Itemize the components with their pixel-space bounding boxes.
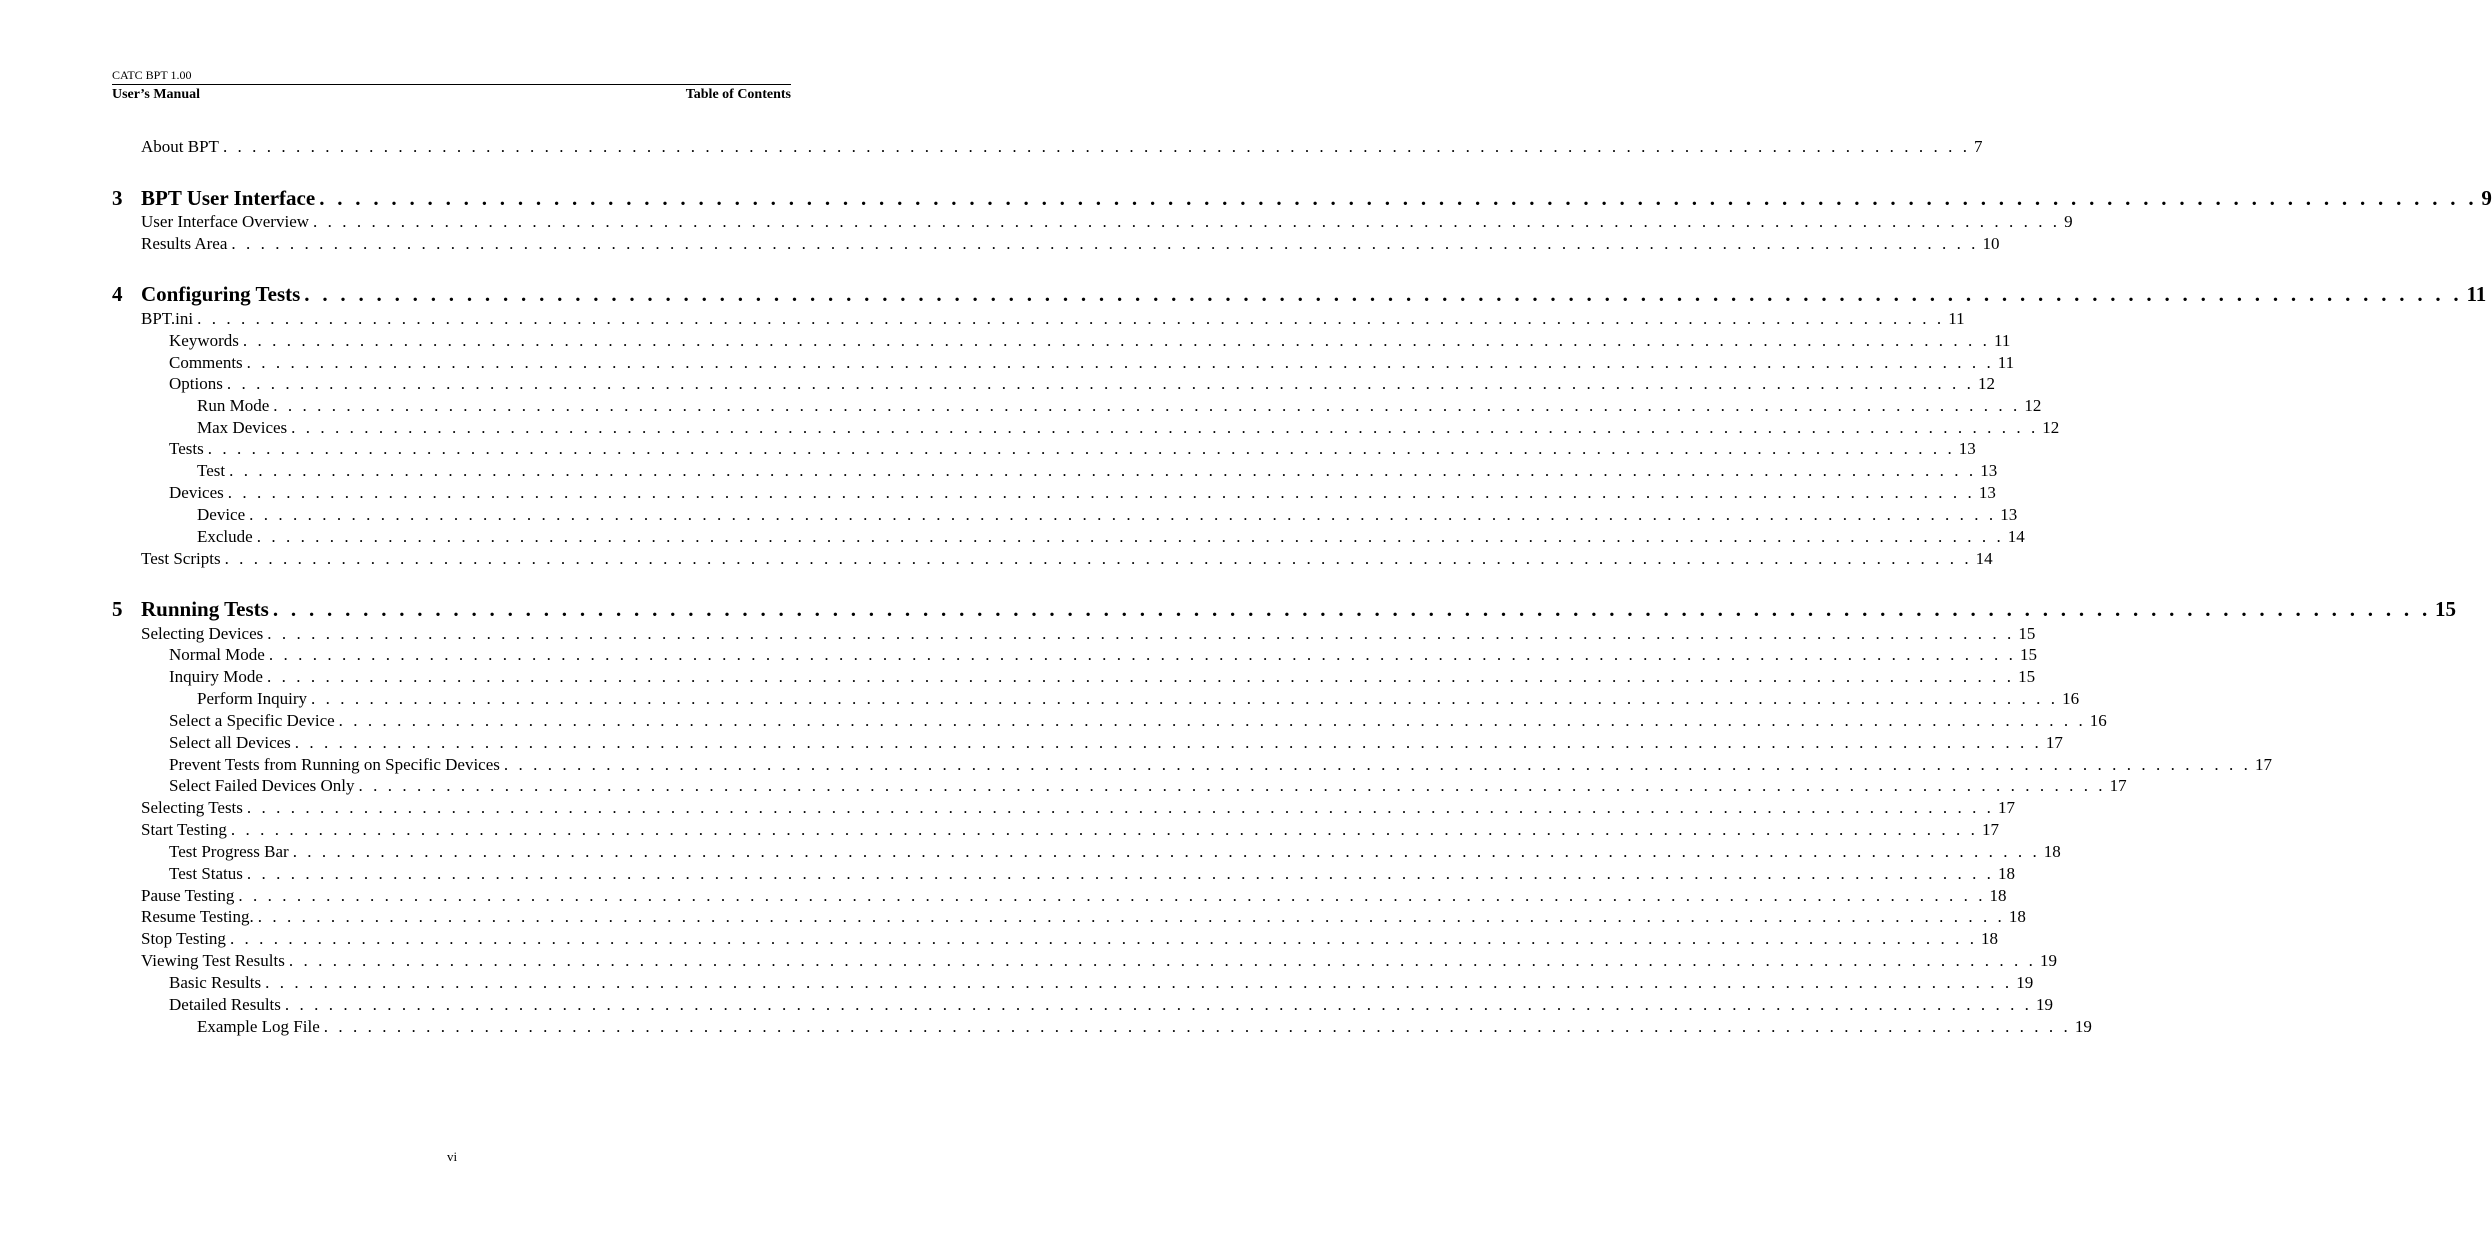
toc-entry-title: BPT User Interface — [141, 186, 316, 210]
toc-entry[interactable] — [197, 526, 2025, 548]
toc-entry-title: About BPT — [141, 137, 219, 156]
toc-entry-title: Select Failed Devices Only — [169, 776, 355, 795]
toc-chapter-number: 5 — [112, 597, 123, 621]
toc-entry-page: 15 — [2435, 597, 2456, 621]
toc-entry[interactable] — [141, 797, 2015, 819]
toc-entry-page: 9 — [2481, 186, 2492, 210]
dot-leader: . . . . . . . . . . . . . . . . . . . . . . . . . . . . . . . . . . . . . . . . . . . . . . . . . . . . . . . . . . . . . . . . . . . . . . . . . . . . . . . . . . . . . . . . . . . . . . . . . . . . . . . . . . . . . . . . . . . . . . . . — [291, 418, 2039, 437]
dot-leader: . . . . . . . . . . . . . . . . . . . . . . . . . . . . . . . . . . . . . . . . . . . . . . . . . . . . . . . . . . . . . . . . . . . . . . . . . . . . . . . . . . . . . . . . . . . . . . . . . . . . . . . . . . . . . . . . . . . . . . . . — [503, 755, 2251, 774]
toc-entry[interactable] — [197, 504, 2018, 526]
toc-entry[interactable] — [169, 438, 1976, 460]
toc-entry[interactable] — [169, 994, 2053, 1016]
toc-entry[interactable] — [169, 352, 2015, 374]
toc-entry-page: 18 — [1989, 886, 2007, 905]
toc-entry-page: 11 — [1948, 309, 1965, 328]
page-number: vi — [446, 1149, 458, 1164]
dot-leader: . . . . . . . . . . . . . . . . . . . . . . . . . . . . . . . . . . . . . . . . . . . . . . . . . . . . . . . . . . . . . . . . . . . . . . . . . . . . . . . . . . . . . . . . . . . . . . . . . . . . . . . . . . . . . . . . . . . . . . . . — [226, 374, 1974, 393]
dot-leader: . . . . . . . . . . . . . . . . . . . . . . . . . . . . . . . . . . . . . . . . . . . . . . . . . . . . . . . . . . . . . . . . . . . . . . . . . . . . . . . . . . . . . . . . . . . . . . . . . . . . . . . . . . . . . . . . . . . . . . . . — [246, 864, 1994, 883]
dot-leader: . . . . . . . . . . . . . . . . . . . . . . . . . . . . . . . . . . . . . . . . . . . . . . . . . . . . . . . . . . . . . . . . . . . . . . . . . . . . . . . . . . . . . . . . . . . . . . . . . . . . . . . . . . . . . . . . . . . . . . . . — [267, 624, 2015, 643]
toc-entry-page: 18 — [2043, 842, 2061, 861]
dot-leader: . . . . . . . . . . . . . . . . . . . . . . . . . . . . . . . . . . . . . . . . . . . . . . . . . . . . . . . . . . . . . . . . . . . . . . . . . . . . . . . . . . . . . . . . . . . . . . . . . . . . . . . . . . . . . . . . . . . . . . . . — [288, 951, 2036, 970]
toc-entry-page: 17 — [1998, 798, 2015, 817]
toc-entry-title: Test — [197, 461, 226, 480]
toc-entry[interactable] — [197, 395, 2042, 417]
toc-entry[interactable] — [169, 644, 2037, 666]
toc-entry-page: 15 — [2018, 667, 2036, 686]
toc-entry-title: Tests — [169, 439, 204, 458]
toc-entry-page: 18 — [1981, 929, 1999, 948]
toc-entry-page: 19 — [2074, 1017, 2092, 1036]
toc-entry-page: 14 — [1975, 549, 1993, 568]
dot-leader: . . . . . . . . . . . . . . . . . . . . . . . . . . . . . . . . . . . . . . . . . . . . . . . . . . . . . . . . . . . . . . . . . . . . . . . . . . . . . . . . . . . . . . . . . . . . . . . . . . . . . . . . . . . . . . . . . . . . . . . . — [319, 186, 2478, 210]
toc-entry[interactable] — [197, 1016, 2092, 1038]
toc-entry[interactable] — [169, 775, 2127, 797]
toc-entry-title: BPT.ini — [141, 309, 194, 328]
toc-chapter[interactable] — [112, 281, 2487, 307]
toc-entry-title: Exclude — [197, 527, 253, 546]
toc-entry-page: 16 — [2089, 711, 2107, 730]
toc-entry-title: Configuring Tests — [141, 282, 301, 306]
toc-entry[interactable] — [169, 373, 1995, 395]
dot-leader: . . . . . . . . . . . . . . . . . . . . . . . . . . . . . . . . . . . . . . . . . . . . . . . . . . . . . . . . . . . . . . . . . . . . . . . . . . . . . . . . . . . . . . . . . . . . . . . . . . . . . . . . . . . . . . . . . . . . . . . . — [227, 483, 1975, 502]
toc-entry[interactable] — [169, 710, 2107, 732]
dot-leader: . . . . . . . . . . . . . . . . . . . . . . . . . . . . . . . . . . . . . . . . . . . . . . . . . . . . . . . . . . . . . . . . . . . . . . . . . . . . . . . . . . . . . . . . . . . . . . . . . . . . . . . . . . . . . . . . . . . . . . . . — [229, 929, 1978, 948]
toc-entry[interactable] — [141, 308, 1965, 330]
toc-entry-title: Test Scripts — [141, 549, 221, 568]
dot-leader: . . . . . . . . . . . . . . . . . . . . . . . . . . . . . . . . . . . . . . . . . . . . . . . . . . . . . . . . . . . . . . . . . . . . . . . . . . . . . . . . . . . . . . . . . . . . . . . . . . . . . . . . . . . . . . . . . . . . . . . . — [197, 309, 1945, 328]
toc-entry-title: User Interface Overview — [141, 212, 310, 231]
toc-entry-title: Prevent Tests from Running on Specific Devices — [169, 755, 500, 774]
toc-entry[interactable] — [141, 233, 2000, 255]
toc-entry[interactable] — [169, 754, 2272, 776]
toc-chapter-number: 4 — [112, 282, 123, 306]
toc-entry-title: Resume Testing. — [141, 907, 254, 926]
toc-entry-page: 13 — [2000, 505, 2018, 524]
dot-leader: . . . . . . . . . . . . . . . . . . . . . . . . . . . . . . . . . . . . . . . . . . . . . . . . . . . . . . . . . . . . . . . . . . . . . . . . . . . . . . . . . . . . . . . . . . . . . . . . . . . . . . . . . . . . . . . . . . . . . . . . — [229, 461, 1977, 480]
toc-entry-title: Start Testing — [141, 820, 227, 839]
dot-leader: . . . . . . . . . . . . . . . . . . . . . . . . . . . . . . . . . . . . . . . . . . . . . . . . . . . . . . . . . . . . . . . . . . . . . . . . . . . . . . . . . . . . . . . . . . . . . . . . . . . . . . . . . . . . . . . . . . . . . . . . — [273, 396, 2021, 415]
toc-entry[interactable] — [141, 136, 1983, 158]
toc-entry-title: Device — [197, 505, 246, 524]
toc-entry-page: 11 — [2466, 282, 2487, 306]
toc-entry[interactable] — [169, 841, 2061, 863]
toc-entry-page: 11 — [1997, 353, 2015, 372]
toc-entry-title: Selecting Tests — [141, 798, 243, 817]
toc-entry[interactable] — [141, 928, 1999, 950]
toc-entry-page: 13 — [1958, 439, 1976, 458]
dot-leader: . . . . . . . . . . . . . . . . . . . . . . . . . . . . . . . . . . . . . . . . . . . . . . . . . . . . . . . . . . . . . . . . . . . . . . . . . . . . . . . . . . . . . . . . . . . . . . . . . . . . . . . . . . . . . . . . . . . . . . . . — [249, 505, 1997, 524]
dot-leader: . . . . . . . . . . . . . . . . . . . . . . . . . . . . . . . . . . . . . . . . . . . . . . . . . . . . . . . . . . . . . . . . . . . . . . . . . . . . . . . . . . . . . . . . . . . . . . . . . . . . . . . . . . . . . . . . . . . . . . . . — [257, 907, 2005, 926]
toc-entry[interactable] — [141, 548, 1993, 570]
toc-entry-page: 19 — [2039, 951, 2057, 970]
toc-entry-page: 10 — [1982, 234, 2000, 253]
toc-entry[interactable] — [141, 950, 2057, 972]
toc-entry-title: Comments — [169, 353, 243, 372]
toc-entry[interactable] — [141, 623, 2036, 645]
toc-entry-title: Pause Testing — [141, 886, 235, 905]
toc-chapter[interactable] — [112, 596, 2456, 622]
toc-entry[interactable] — [197, 417, 2060, 439]
dot-leader: . . . . . . . . . . . . . . . . . . . . . . . . . . . . . . . . . . . . . . . . . . . . . . . . . . . . . . . . . . . . . . . . . . . . . . . . . . . . . . . . . . . . . . . . . . . . . . . . . . . . . . . . . . . . . . . . . . . . . . . . — [338, 711, 2086, 730]
toc-entry-page: 15 — [2018, 624, 2036, 643]
dot-leader: . . . . . . . . . . . . . . . . . . . . . . . . . . . . . . . . . . . . . . . . . . . . . . . . . . . . . . . . . . . . . . . . . . . . . . . . . . . . . . . . . . . . . . . . . . . . . . . . . . . . . . . . . . . . . . . . . . . . . . . . — [292, 842, 2040, 861]
dot-leader: . . . . . . . . . . . . . . . . . . . . . . . . . . . . . . . . . . . . . . . . . . . . . . . . . . . . . . . . . . . . . . . . . . . . . . . . . . . . . . . . . . . . . . . . . . . . . . . . . . . . . . . . . . . . . . . . . . . . . . . . — [268, 645, 2016, 664]
dot-leader: . . . . . . . . . . . . . . . . . . . . . . . . . . . . . . . . . . . . . . . . . . . . . . . . . . . . . . . . . . . . . . . . . . . . . . . . . . . . . . . . . . . . . . . . . . . . . . . . . . . . . . . . . . . . . . . . . . . . . . . . — [222, 137, 1971, 156]
toc-entry-title: Select all Devices — [169, 733, 291, 752]
toc-entry-page: 13 — [1978, 483, 1996, 502]
toc-entry-page: 16 — [2062, 689, 2080, 708]
dot-leader: . . . . . . . . . . . . . . . . . . . . . . . . . . . . . . . . . . . . . . . . . . . . . . . . . . . . . . . . . . . . . . . . . . . . . . . . . . . . . . . . . . . . . . . . . . . . . . . . . . . . . . . . . . . . . . . . . . . . . . . . — [304, 282, 2463, 306]
toc-entry-page: 15 — [2019, 645, 2037, 664]
toc-entry-page: 19 — [2016, 973, 2034, 992]
toc-entry-title: Test Status — [169, 864, 243, 883]
toc-entry[interactable] — [169, 666, 2036, 688]
toc-entry-title: Results Area — [141, 234, 228, 253]
toc-entry[interactable] — [197, 460, 1998, 482]
toc-chapter[interactable] — [112, 185, 2492, 211]
toc-entry-page: 17 — [2045, 733, 2063, 752]
dot-leader: . . . . . . . . . . . . . . . . . . . . . . . . . . . . . . . . . . . . . . . . . . . . . . . . . . . . . . . . . . . . . . . . . . . . . . . . . . . . . . . . . . . . . . . . . . . . . . . . . . . . . . . . . . . . . . . . . . . . . . . . — [242, 331, 1990, 350]
running-header-section: Table of Contents — [685, 87, 791, 102]
dot-leader: . . . . . . . . . . . . . . . . . . . . . . . . . . . . . . . . . . . . . . . . . . . . . . . . . . . . . . . . . . . . . . . . . . . . . . . . . . . . . . . . . . . . . . . . . . . . . . . . . . . . . . . . . . . . . . . . . . . . . . . . — [266, 667, 2015, 686]
dot-leader: . . . . . . . . . . . . . . . . . . . . . . . . . . . . . . . . . . . . . . . . . . . . . . . . . . . . . . . . . . . . . . . . . . . . . . . . . . . . . . . . . . . . . . . . . . . . . . . . . . . . . . . . . . . . . . . . . . . . . . . . — [358, 776, 2106, 795]
toc-entry-page: 17 — [1981, 820, 1999, 839]
toc-entry-title: Run Mode — [197, 396, 270, 415]
dot-leader: . . . . . . . . . . . . . . . . . . . . . . . . . . . . . . . . . . . . . . . . . . . . . . . . . . . . . . . . . . . . . . . . . . . . . . . . . . . . . . . . . . . . . . . . . . . . . . . . . . . . . . . . . . . . . . . . . . . . . . . . — [272, 597, 2431, 621]
toc-entry-title: Stop Testing — [141, 929, 226, 948]
toc-entry-page: 18 — [2008, 907, 2026, 926]
running-header-product: CATC BPT 1.00 — [112, 68, 192, 82]
toc-entry-page: 18 — [1998, 864, 2015, 883]
toc-entry-title: Select a Specific Device — [169, 711, 335, 730]
toc-entry[interactable] — [169, 482, 1996, 504]
toc-entry-page: 14 — [2007, 527, 2025, 546]
toc-entry-title: Viewing Test Results — [141, 951, 285, 970]
dot-leader: . . . . . . . . . . . . . . . . . . . . . . . . . . . . . . . . . . . . . . . . . . . . . . . . . . . . . . . . . . . . . . . . . . . . . . . . . . . . . . . . . . . . . . . . . . . . . . . . . . . . . . . . . . . . . . . . . . . . . . . . — [323, 1017, 2071, 1036]
dot-leader: . . . . . . . . . . . . . . . . . . . . . . . . . . . . . . . . . . . . . . . . . . . . . . . . . . . . . . . . . . . . . . . . . . . . . . . . . . . . . . . . . . . . . . . . . . . . . . . . . . . . . . . . . . . . . . . . . . . . . . . . — [224, 549, 1972, 568]
toc-entry-title: Options — [169, 374, 223, 393]
dot-leader: . . . . . . . . . . . . . . . . . . . . . . . . . . . . . . . . . . . . . . . . . . . . . . . . . . . . . . . . . . . . . . . . . . . . . . . . . . . . . . . . . . . . . . . . . . . . . . . . . . . . . . . . . . . . . . . . . . . . . . . . — [230, 820, 1978, 839]
dot-leader: . . . . . . . . . . . . . . . . . . . . . . . . . . . . . . . . . . . . . . . . . . . . . . . . . . . . . . . . . . . . . . . . . . . . . . . . . . . . . . . . . . . . . . . . . . . . . . . . . . . . . . . . . . . . . . . . . . . . . . . . — [231, 234, 1979, 253]
toc-entry[interactable] — [169, 732, 2063, 754]
toc-entry-page: 19 — [2036, 995, 2053, 1014]
toc-entry-title: Normal Mode — [169, 645, 265, 664]
toc-entry[interactable] — [141, 906, 2026, 928]
toc-entry-title: Devices — [169, 483, 224, 502]
toc-entry[interactable] — [197, 688, 2080, 710]
toc-entry[interactable] — [141, 819, 1999, 841]
dot-leader: . . . . . . . . . . . . . . . . . . . . . . . . . . . . . . . . . . . . . . . . . . . . . . . . . . . . . . . . . . . . . . . . . . . . . . . . . . . . . . . . . . . . . . . . . . . . . . . . . . . . . . . . . . . . . . . . . . . . . . . . — [256, 527, 2004, 546]
toc-entry-title: Test Progress Bar — [169, 842, 289, 861]
toc-entry[interactable] — [169, 972, 2034, 994]
dot-leader: . . . . . . . . . . . . . . . . . . . . . . . . . . . . . . . . . . . . . . . . . . . . . . . . . . . . . . . . . . . . . . . . . . . . . . . . . . . . . . . . . . . . . . . . . . . . . . . . . . . . . . . . . . . . . . . . . . . . . . . . — [311, 689, 2059, 708]
toc-entry-page: 9 — [2064, 212, 2073, 231]
dot-leader: . . . . . . . . . . . . . . . . . . . . . . . . . . . . . . . . . . . . . . . . . . . . . . . . . . . . . . . . . . . . . . . . . . . . . . . . . . . . . . . . . . . . . . . . . . . . . . . . . . . . . . . . . . . . . . . . . . . . . . . . — [246, 353, 1994, 372]
dot-leader: . . . . . . . . . . . . . . . . . . . . . . . . . . . . . . . . . . . . . . . . . . . . . . . . . . . . . . . . . . . . . . . . . . . . . . . . . . . . . . . . . . . . . . . . . . . . . . . . . . . . . . . . . . . . . . . . . . . . . . . . — [284, 995, 2032, 1014]
toc-entry-title: Example Log File — [197, 1017, 320, 1036]
toc-entry-page: 17 — [2109, 776, 2127, 795]
toc-entry-title: Inquiry Mode — [169, 667, 263, 686]
toc-entry-title: Selecting Devices — [141, 624, 264, 643]
toc-entry[interactable] — [141, 211, 2073, 233]
toc-entry-page: 13 — [1980, 461, 1998, 480]
toc-entry[interactable] — [169, 330, 2011, 352]
toc-entry-page: 11 — [1993, 331, 2011, 350]
dot-leader: . . . . . . . . . . . . . . . . . . . . . . . . . . . . . . . . . . . . . . . . . . . . . . . . . . . . . . . . . . . . . . . . . . . . . . . . . . . . . . . . . . . . . . . . . . . . . . . . . . . . . . . . . . . . . . . . . . . . . . . . — [207, 439, 1955, 458]
toc-entry-title: Running Tests — [141, 597, 269, 621]
toc-entry-title: Max Devices — [197, 418, 288, 437]
toc-entry[interactable] — [169, 863, 2015, 885]
toc-entry-title: Basic Results — [169, 973, 262, 992]
toc-entry-title: Detailed Results — [169, 995, 281, 1014]
toc-entry-title: Perform Inquiry — [197, 689, 308, 708]
dot-leader: . . . . . . . . . . . . . . . . . . . . . . . . . . . . . . . . . . . . . . . . . . . . . . . . . . . . . . . . . . . . . . . . . . . . . . . . . . . . . . . . . . . . . . . . . . . . . . . . . . . . . . . . . . . . . . . . . . . . . . . . — [246, 798, 1994, 817]
dot-leader: . . . . . . . . . . . . . . . . . . . . . . . . . . . . . . . . . . . . . . . . . . . . . . . . . . . . . . . . . . . . . . . . . . . . . . . . . . . . . . . . . . . . . . . . . . . . . . . . . . . . . . . . . . . . . . . . . . . . . . . . — [238, 886, 1986, 905]
toc-chapter-number: 3 — [112, 186, 123, 210]
toc-entry[interactable] — [141, 885, 2007, 907]
dot-leader: . . . . . . . . . . . . . . . . . . . . . . . . . . . . . . . . . . . . . . . . . . . . . . . . . . . . . . . . . . . . . . . . . . . . . . . . . . . . . . . . . . . . . . . . . . . . . . . . . . . . . . . . . . . . . . . . . . . . . . . . — [313, 212, 2061, 231]
running-header-manual: User’s Manual — [112, 87, 201, 102]
toc-entry-page: 7 — [1974, 137, 1983, 156]
toc-entry-page: 12 — [2024, 396, 2042, 415]
dot-leader: . . . . . . . . . . . . . . . . . . . . . . . . . . . . . . . . . . . . . . . . . . . . . . . . . . . . . . . . . . . . . . . . . . . . . . . . . . . . . . . . . . . . . . . . . . . . . . . . . . . . . . . . . . . . . . . . . . . . . . . . — [265, 973, 2013, 992]
header-rule — [112, 84, 791, 85]
toc-entry-page: 17 — [2254, 755, 2272, 774]
toc-entry-page: 12 — [2042, 418, 2060, 437]
toc-entry-page: 12 — [1977, 374, 1995, 393]
dot-leader: . . . . . . . . . . . . . . . . . . . . . . . . . . . . . . . . . . . . . . . . . . . . . . . . . . . . . . . . . . . . . . . . . . . . . . . . . . . . . . . . . . . . . . . . . . . . . . . . . . . . . . . . . . . . . . . . . . . . . . . . — [294, 733, 2042, 752]
toc-entry-title: Keywords — [169, 331, 239, 350]
